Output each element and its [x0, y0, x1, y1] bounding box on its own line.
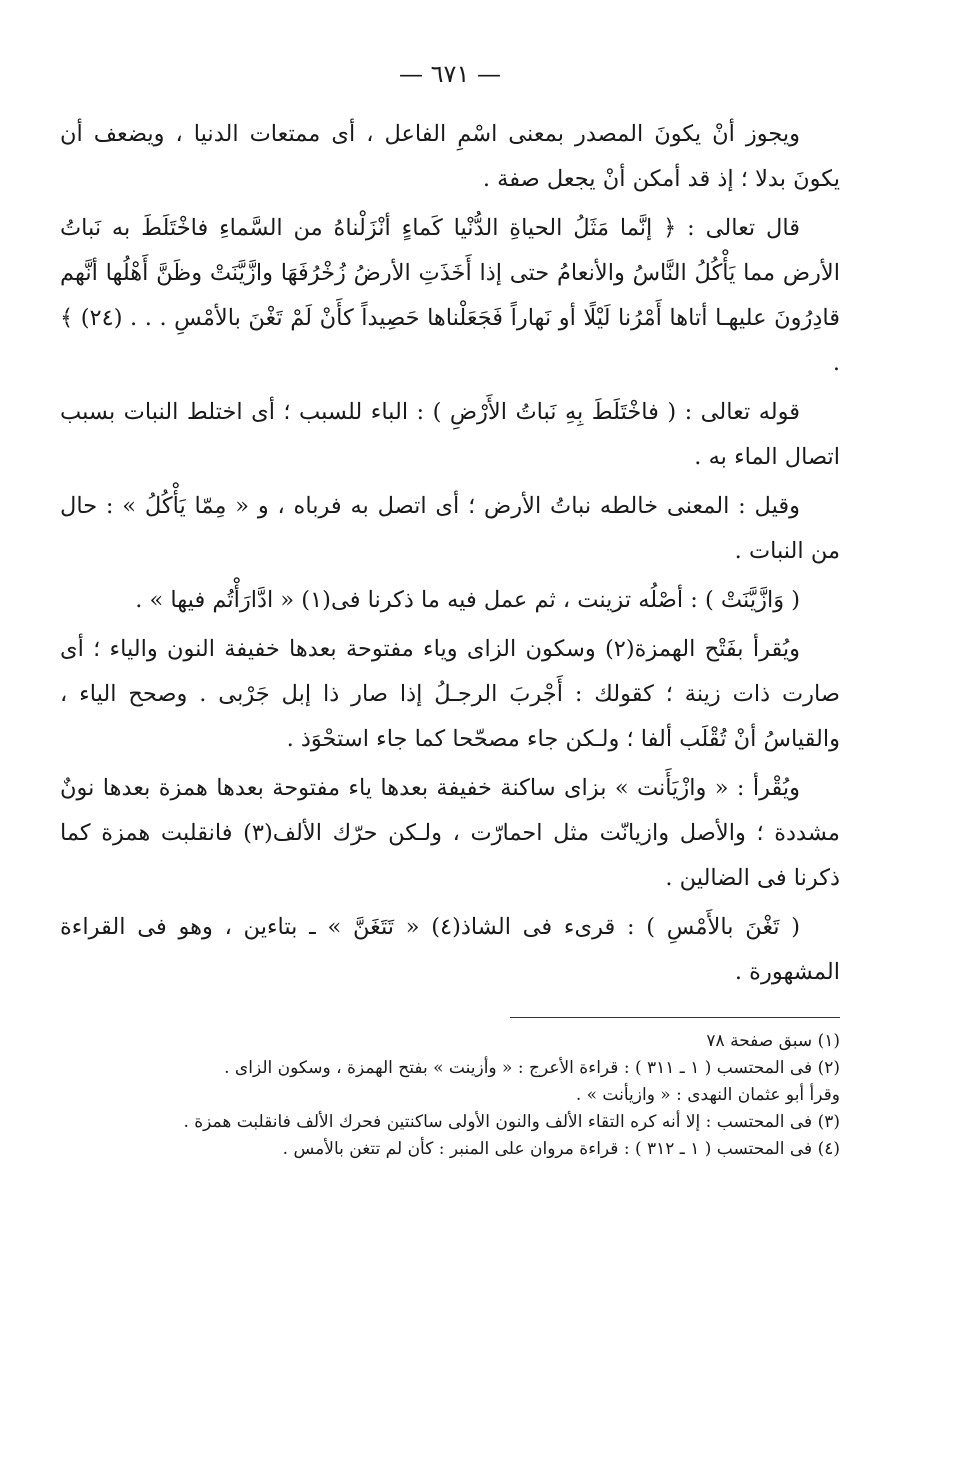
footnotes [60, 1028, 840, 1163]
paragraph: ( وَازَّيَّنَتْ ) : أصْلُه تزينت ، ثم عمل فيه ما ذكرنا فى(١) « ادَّارَأْتُم فيها » . [135, 587, 800, 613]
paragraph: ( تَغْنَ بالأَمْسِ ) : قرىء فى الشاذ(٤) « تَتَغَنَّ » ـ بتاءين ، وهو فى القراءة المشهورة . [60, 914, 840, 985]
paragraph: وقيل : المعنى خالطه نباتُ الأرض ؛ أى اتصل به فرباه ، و « مِمّا يَأْكُلُ » : حال من النبات . [60, 493, 840, 564]
body-text [60, 112, 840, 995]
paragraph: ويجوز أنْ يكونَ المصدر بمعنى اسْمِ الفاعل ، أى ممتعات الدنيا ، ويضعف أن يكونَ بدلا ؛ إذ قد أمكن أنْ يجعل صفة . [60, 121, 840, 192]
footnote: (٤) فى المحتسب ( ١ ـ ٣١٢ ) : قراءة مروان على المنبر : كأن لم تتغن بالأمس . [282, 1139, 840, 1159]
page [60, 60, 840, 1163]
footnote: (٣) فى المحتسب : إلا أنه كره التقاء الألف والنون الأولى ساكنتين فحرك الألف فانقلبت همزة . [183, 1112, 840, 1132]
paragraph: ويُقرأ بفَتْح الهمزة(٢) وسكون الزاى وياء مفتوحة بعدها خفيفة النون والياء ؛ أى صارت ذات زينة ؛ كقولك : أَجْربَ الرجـلُ إذا صار ذا إبل جَرْبى . وصحح الياء ، والقياسُ أنْ تُقْلَب ألفا ؛ ولـكن جاء مصحّحا كما جاء استحْوَذ . [60, 636, 840, 752]
paragraph: قوله تعالى : ( فاخْتَلَطَ بِهِ نَباتُ الأَرْضِ ) : الباء للسبب ؛ أى اختلط النبات بسبب اتصال الماء به . [60, 399, 840, 470]
footnote: (٢) فى المحتسب ( ١ ـ ٣١١ ) : قراءة الأعرج : « وأزينت » بفتح الهمزة ، وسكون الزاى . [224, 1058, 840, 1078]
quran-verse-paragraph: قال تعالى : ﴿ إنَّما مَثَلُ الحياةِ الدُّنْيا كَماءٍ أنْزَلْناهُ من السَّماءِ فاخْتَلَطَ به نَباتُ الأرض مما يَأْكُلُ النَّاسُ والأنعامُ حتى إذا أَخَذَتِ الأرضُ زُخْرُفَهَا وازَّيَّنَتْ وظَنَّ أَهْلُها أنَّهم قادِرُونَ عليهـا أتاها أَمْرُنا لَيْلًا أو نَهاراً فَجَعَلْناها حَصِيداً كأَنْ لَمْ تَغْنَ بالأمْسِ . . . (٢٤) ﴾ . [60, 215, 840, 376]
footnote-divider [510, 1017, 840, 1018]
paragraph: ويُقْرأ : « وازْيَأَنت » بزاى ساكنة خفيفة بعدها ياء مفتوحة بعدها همزة بعدها نونٌ مشددة ؛ والأصل وازيانّت مثل احمارّت ، ولـكن حرّك الألف(٣) فانقلبت همزة كما ذكرنا فى الضالين . [60, 775, 840, 891]
footnote-continuation: وقرأ أبو عثمان النهدى : « وازيأنت » . [575, 1085, 840, 1105]
footnote: (١) سبق صفحة ٧٨ [706, 1031, 840, 1051]
page-number: — ٦٧١ — [399, 60, 501, 88]
